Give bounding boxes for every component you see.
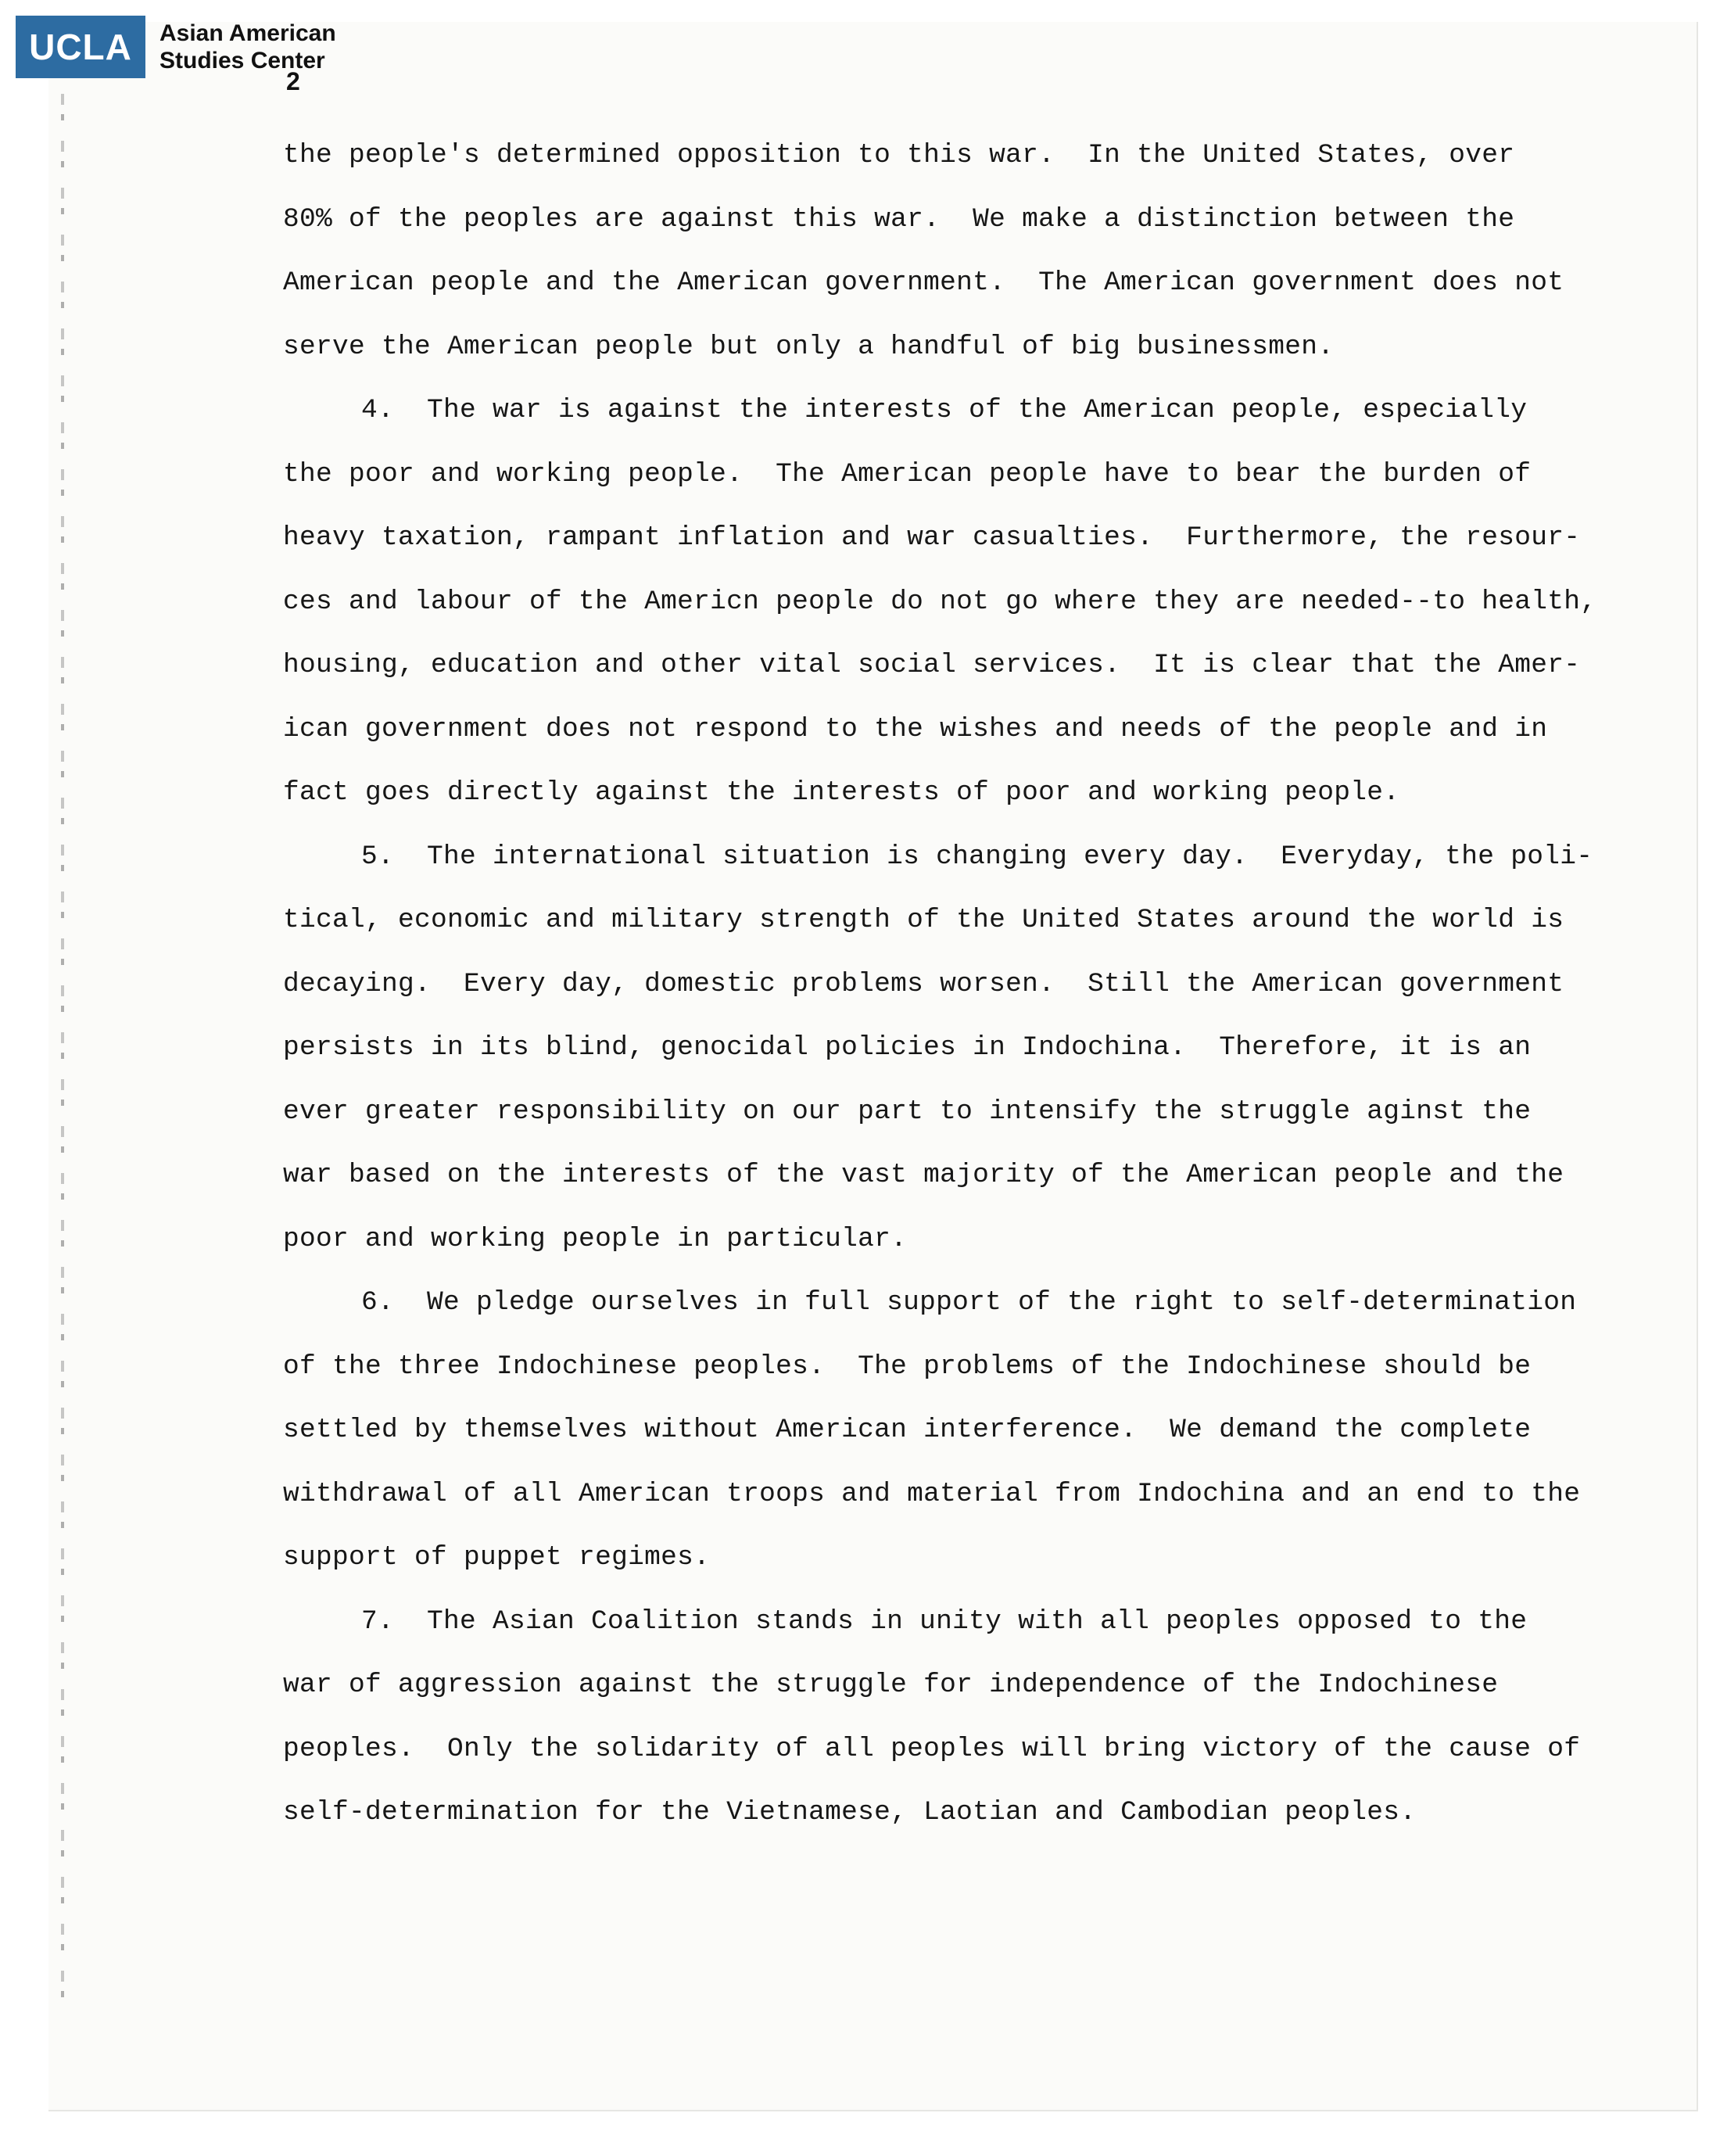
- logo-line-2: Studies Center: [159, 48, 325, 74]
- text-line: the people's determined opposition to this war. In the United States, over: [283, 140, 1515, 170]
- text-line: fact goes directly against the interests of poor and working people.: [283, 777, 1400, 808]
- text-line: housing, education and other vital social services. It is clear that the Amer-: [283, 650, 1581, 680]
- text-line: poor and working people in particular.: [283, 1223, 908, 1254]
- text-line: the poor and working people. The American people have to bear the burden of: [283, 458, 1532, 490]
- text-line: tical, economic and military strength of the United States around the world is: [283, 905, 1564, 935]
- text-line: self-determination for the Vietnamese, Laotian and Cambodian peoples.: [283, 1797, 1417, 1828]
- page-number: 2: [286, 67, 300, 95]
- text-line: American people and the American government. The American government does not: [283, 267, 1564, 298]
- text-line: withdrawal of all American troops and material from Indochina and an end to the: [283, 1478, 1581, 1509]
- text-line: peoples. Only the solidarity of all peoples will bring victory of the cause of: [283, 1733, 1581, 1764]
- logo-wordmark: [159, 20, 336, 74]
- paragraph-4-start: 4. The war is against the interests of the American people, especially: [361, 395, 1528, 425]
- paragraph-7-start: 7. The Asian Coalition stands in unity with all peoples opposed to the: [361, 1605, 1528, 1637]
- text-line: of the three Indochinese peoples. The problems of the Indochinese should be: [283, 1351, 1532, 1382]
- text-line: ever greater responsibility on our part to intensify the struggle aginst the: [283, 1096, 1532, 1127]
- text-line: serve the American people but only a handful of big businessmen.: [283, 331, 1335, 362]
- text-line: 80% of the peoples are against this war. We make a distinction between the: [283, 203, 1515, 235]
- text-line: persists in its blind, genocidal policies in Indochina. Therefore, it is an: [283, 1032, 1532, 1063]
- paragraph-5-start: 5. The international situation is changing every day. Everyday, the poli-: [361, 841, 1593, 872]
- paragraph-6-start: 6. We pledge ourselves in full support of the right to self-determination: [361, 1287, 1577, 1318]
- text-line: ican government does not respond to the wishes and needs of the people and in: [283, 713, 1548, 744]
- text-line: settled by themselves without American interference. We demand the complete: [283, 1415, 1532, 1445]
- logo-line-1: Asian American: [159, 20, 336, 46]
- text-line: heavy taxation, rampant inflation and war casualties. Furthermore, the resour-: [283, 522, 1581, 553]
- text-line: war based on the interests of the vast majority of the American people and the: [283, 1160, 1564, 1190]
- ucla-logo-mark: UCLA: [16, 16, 145, 78]
- text-line: decaying. Every day, domestic problems worsen. Still the American government: [283, 968, 1564, 999]
- scan-edge-shadow: [61, 94, 64, 2002]
- text-line: support of puppet regimes.: [283, 1542, 711, 1573]
- text-line: ces and labour of the Americn people do not go where they are needed--to health,: [283, 586, 1597, 617]
- text-line: war of aggression against the struggle for independence of the Indochinese: [283, 1670, 1499, 1700]
- typewritten-body: [283, 124, 1597, 1845]
